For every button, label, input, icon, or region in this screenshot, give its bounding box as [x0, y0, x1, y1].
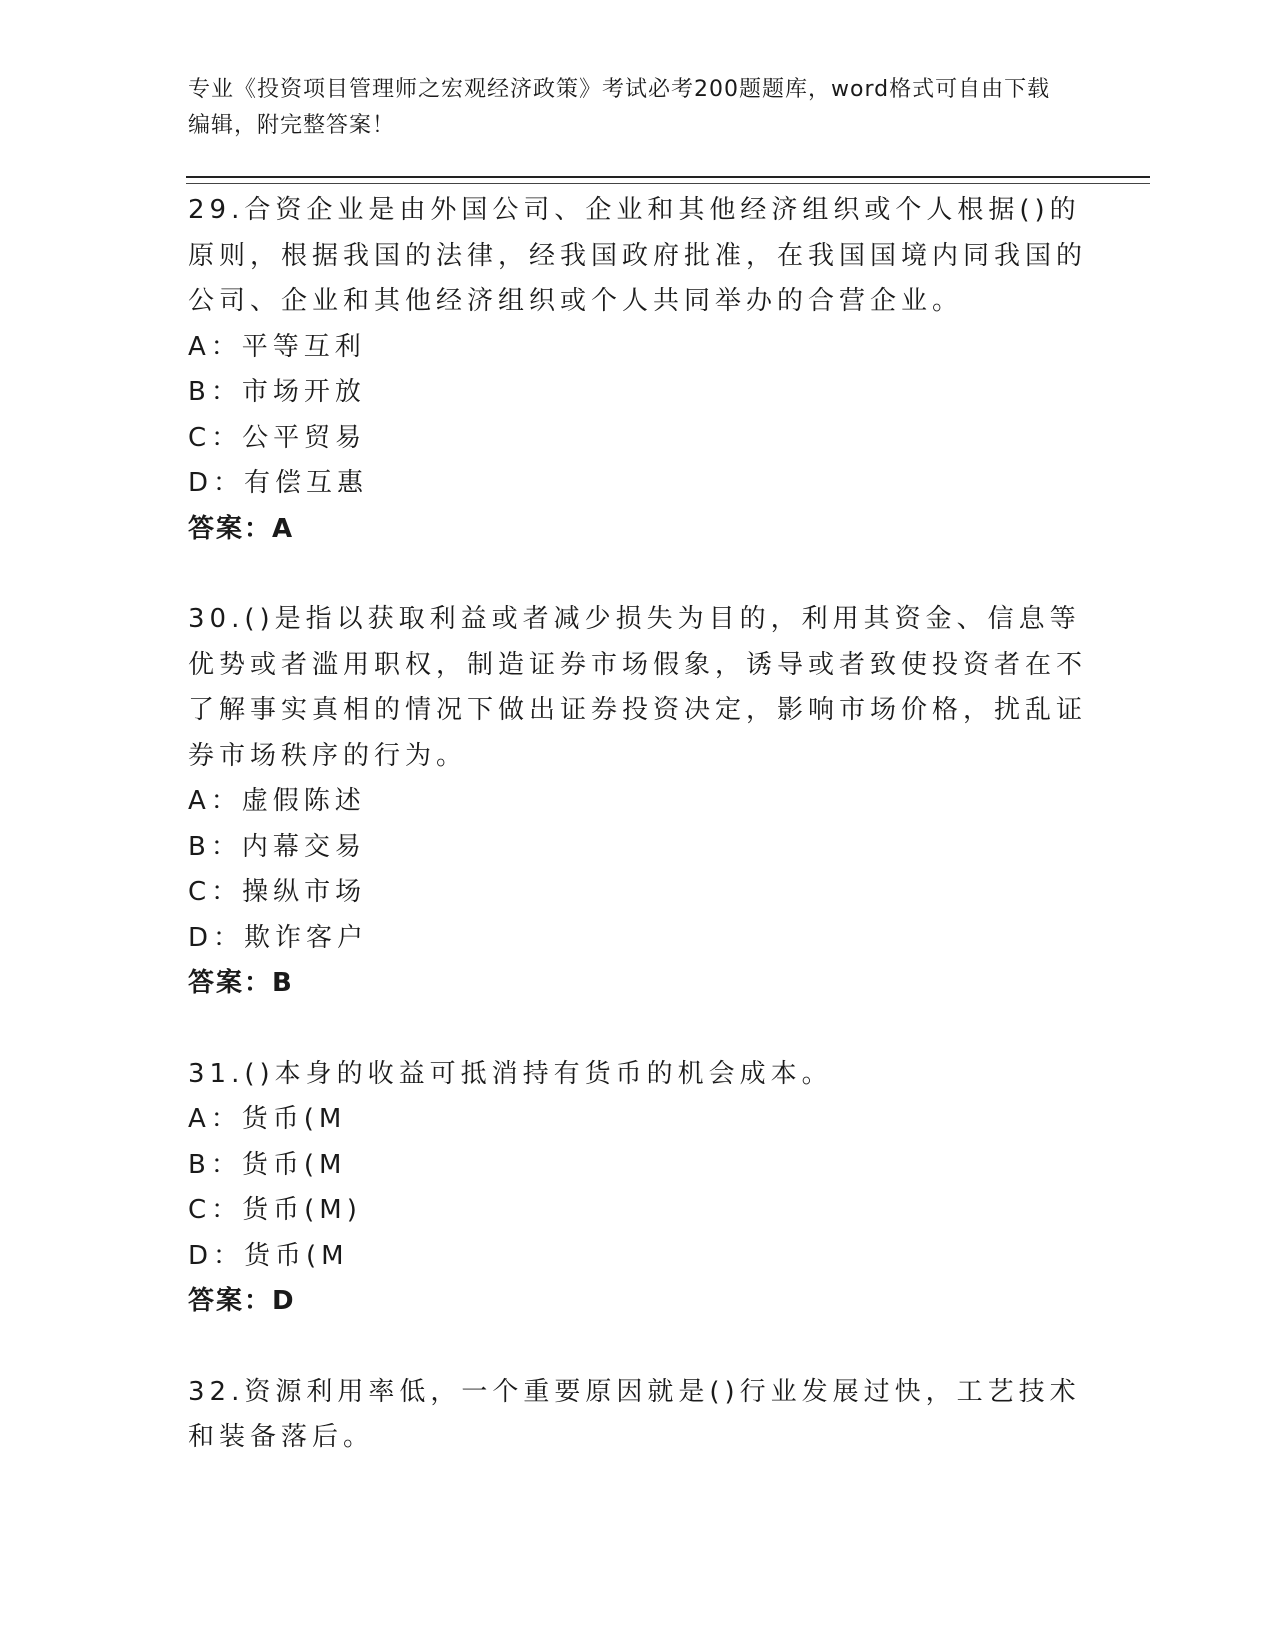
option-c: C：公平贸易: [188, 422, 367, 453]
question-list: [188, 188, 1088, 1461]
answer-line: 答案：A: [188, 513, 295, 544]
option-c: C：货币(M): [188, 1195, 362, 1225]
header-divider-thin: [186, 183, 1150, 184]
answer-line: 答案：B: [188, 968, 294, 998]
question-29: [188, 188, 1088, 552]
option-d: D：有偿互惠: [188, 468, 369, 498]
option-d: D：货币(M: [188, 1240, 349, 1271]
spacer: [188, 1325, 1088, 1370]
document-header: 专业《投资项目管理师之宏观经济政策》考试必考200题题库，word格式可自由下载编辑，附完整答案！: [188, 77, 1051, 138]
spacer: [188, 552, 1088, 597]
option-b: B：货币(M: [188, 1149, 347, 1180]
question-text: 29.合资企业是由外国公司、企业和其他经济组织或个人根据()的原则，根据我国的法律，经我国政府批准，在我国国境内同我国的公司、企业和其他经济组织或个人共同举办的合营企业。: [188, 195, 1088, 316]
header-divider: [186, 176, 1150, 178]
option-a: A：货币(M: [188, 1104, 347, 1134]
question-32: [188, 1370, 1088, 1461]
answer-line: 答案：D: [188, 1286, 296, 1316]
spacer: [188, 1007, 1088, 1052]
option-a: A：平等互利: [188, 331, 366, 362]
question-30: [188, 597, 1088, 1007]
question-text: 32.资源利用率低，一个重要原因就是()行业发展过快，工艺技术和装备落后。: [188, 1376, 1081, 1452]
question-text: 30.()是指以获取利益或者减少损失为目的，利用其资金、信息等优势或者滥用职权，制造证券市场假象，诱导或者致使投资者在不了解事实真相的情况下做出证券投资决定，影响市场价格，扰乱证券市场秩序的行为。: [188, 604, 1088, 771]
option-b: B：市场开放: [188, 377, 366, 407]
option-c: C：操纵市场: [188, 877, 367, 907]
question-31: [188, 1052, 1088, 1325]
option-b: B：内幕交易: [188, 831, 366, 862]
option-a: A：虚假陈述: [188, 786, 366, 816]
question-text: 31.()本身的收益可抵消持有货币的机会成本。: [188, 1058, 833, 1089]
option-d: D：欺诈客户: [188, 922, 369, 953]
